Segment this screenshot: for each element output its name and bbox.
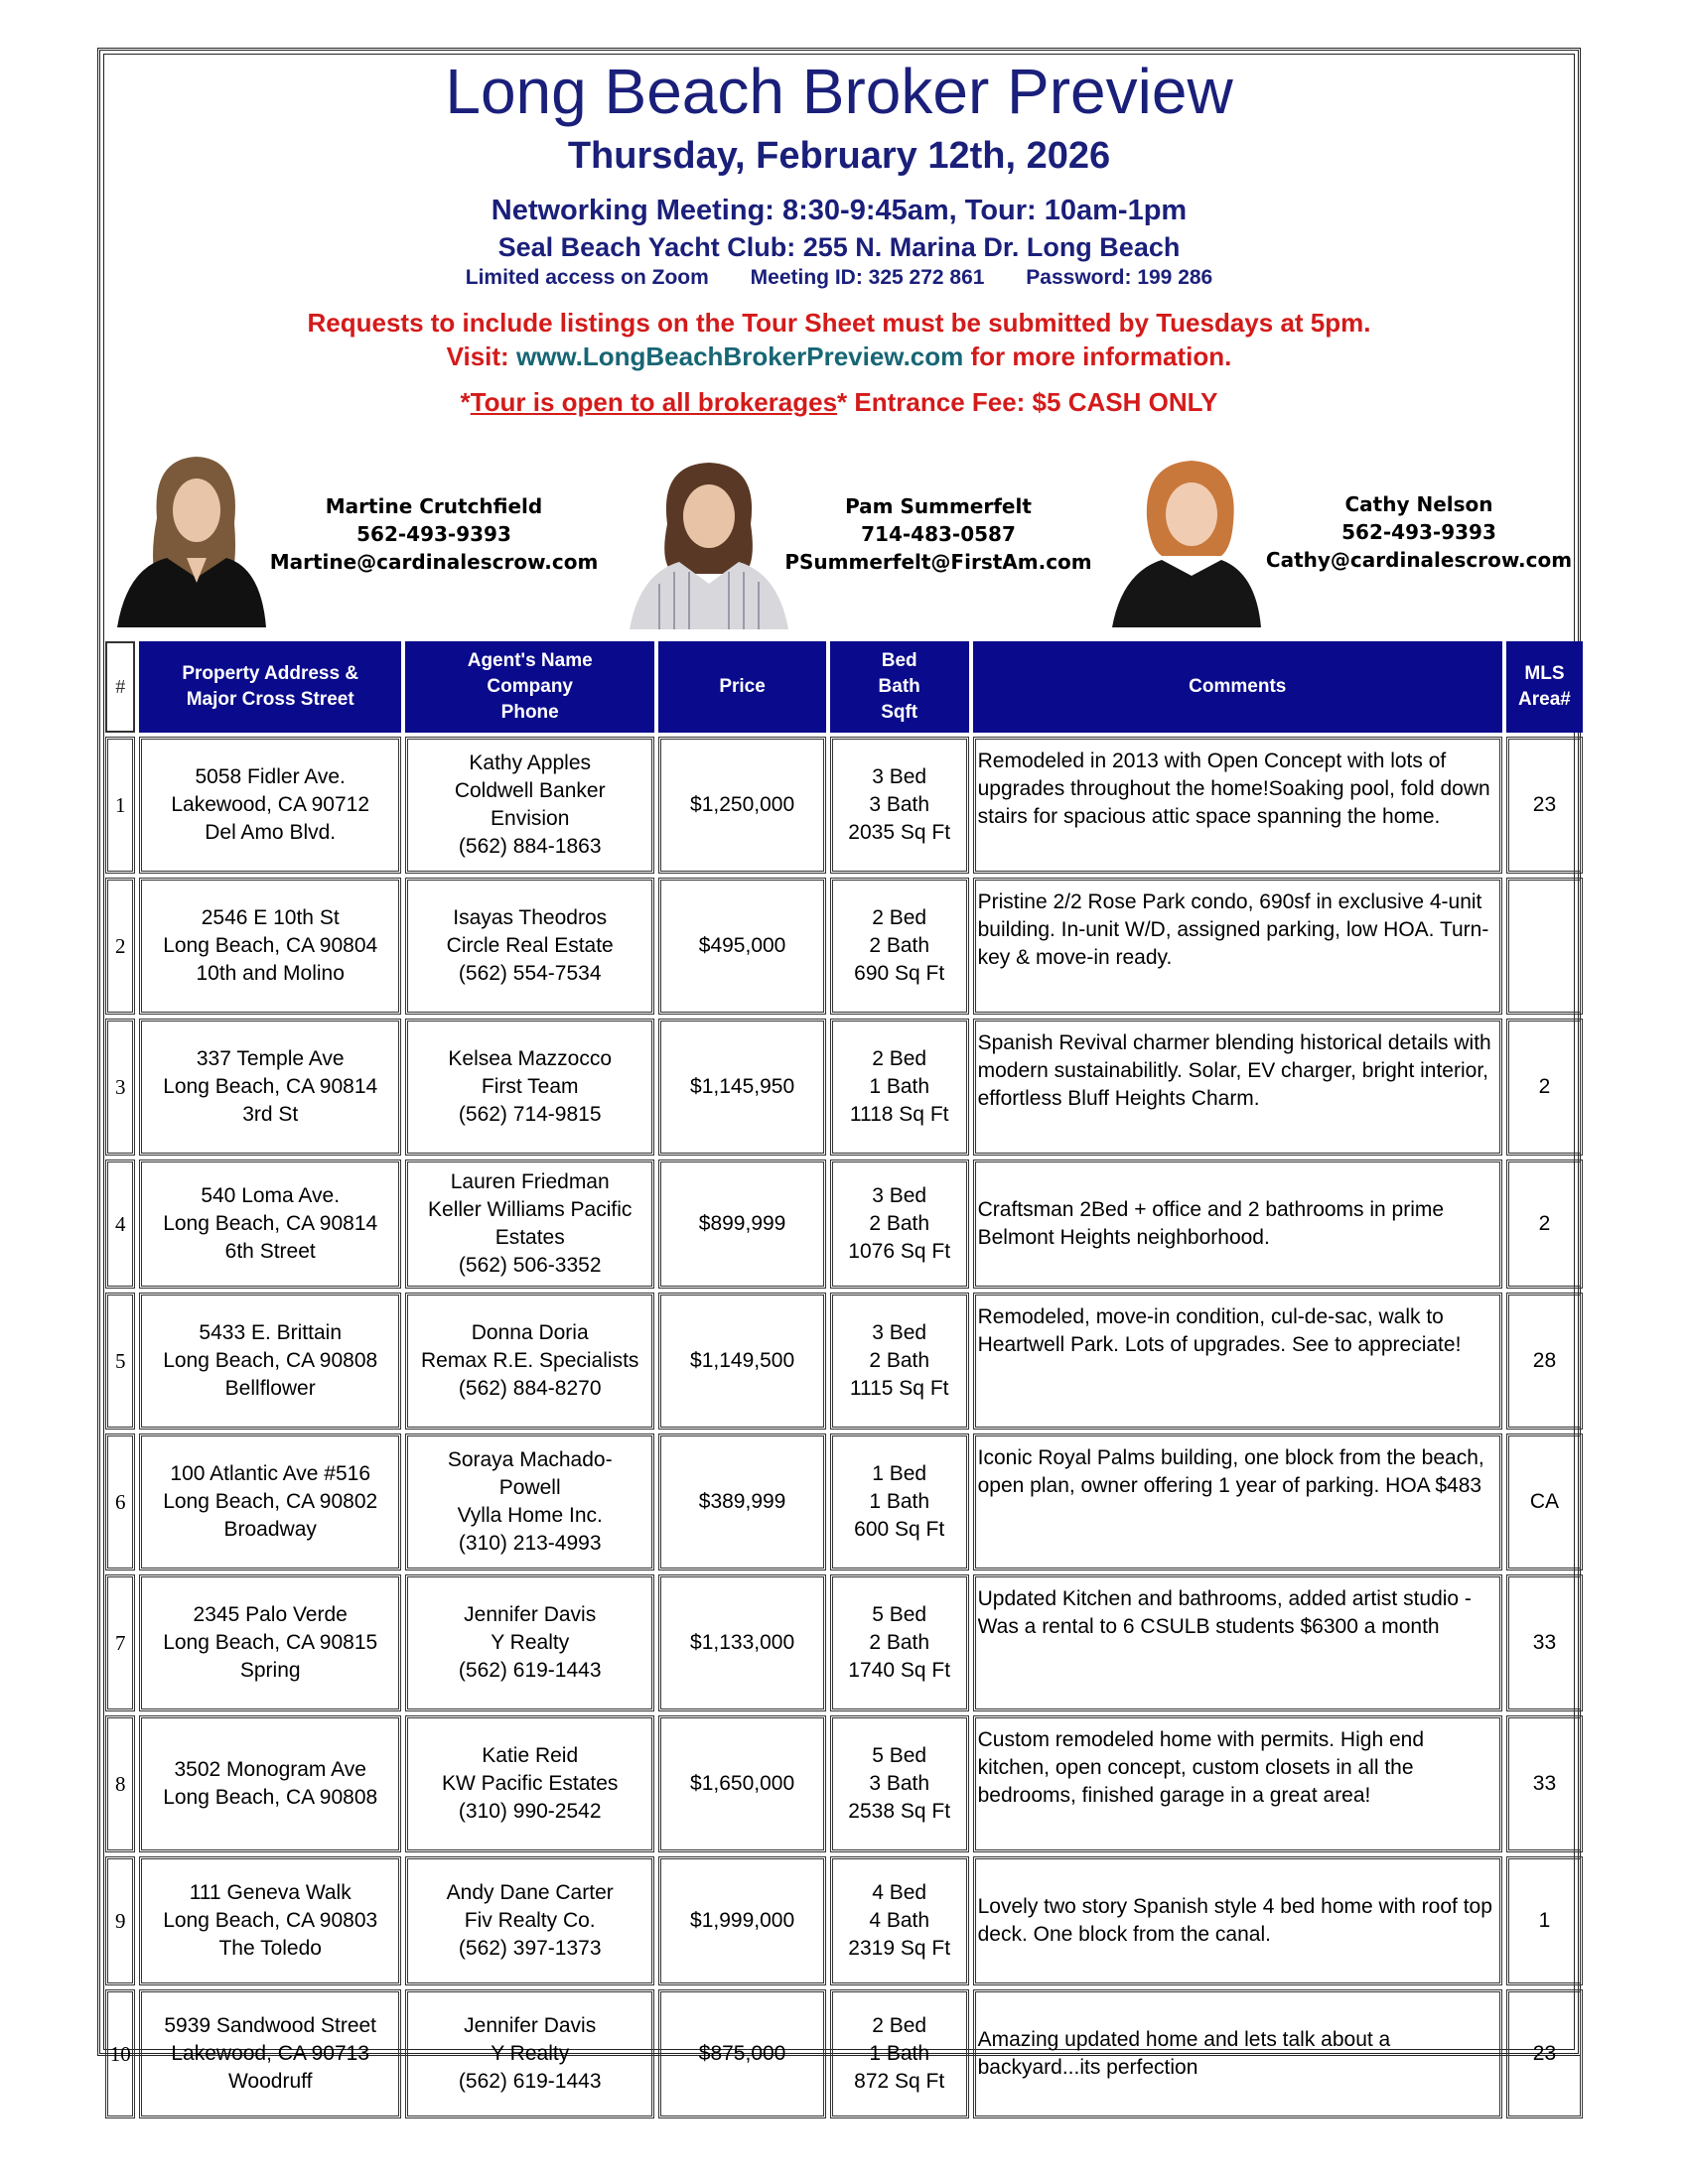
agent-contact-2 <box>774 492 1102 576</box>
agent-line: Circle Real Estate <box>446 934 614 957</box>
header-agent-line: Phone <box>500 702 559 723</box>
listing-comments: Updated Kitchen and bathrooms, added artist studio - Was a rental to 6 CSULB students $6300 a month <box>973 1574 1502 1711</box>
mls-area <box>1506 878 1583 1015</box>
zoom-access: Limited access on Zoom <box>465 266 709 289</box>
listing-comments: Amazing updated home and lets talk about a backyard...its perfection <box>973 1989 1502 2118</box>
mls-area: 23 <box>1506 1989 1583 2118</box>
table-row <box>105 1715 1583 1852</box>
table-row <box>105 1160 1583 1289</box>
agent-line: Donna Doria <box>471 1321 589 1344</box>
flyer-header <box>105 56 1573 419</box>
listing-price: $1,149,500 <box>658 1293 825 1430</box>
listing-comments: Custom remodeled home with permits. High end kitchen, open concept, custom closets in all the bedrooms, finished garage in a great area! <box>973 1715 1502 1852</box>
row-number: 9 <box>105 1856 135 1985</box>
bath-count: 4 Bath <box>869 1909 930 1932</box>
address-line: The Toledo <box>218 1937 322 1960</box>
row-number: 4 <box>105 1160 135 1289</box>
listing-comments: Lovely two story Spanish style 4 bed home with roof top deck. One block from the canal. <box>973 1856 1502 1985</box>
listing-comments: Pristine 2/2 Rose Park condo, 690sf in exclusive 4-unit building. In-unit W/D, assigned parking, low HOA. Turn-key & move-in ready. <box>973 878 1502 1015</box>
agent-line: Y Realty <box>491 2042 570 2065</box>
header-mls-line: Area# <box>1518 689 1571 710</box>
row-number: 5 <box>105 1293 135 1430</box>
property-address <box>139 1715 401 1852</box>
listing-comments: Remodeled in 2013 with Open Concept with lots of upgrades throughout the home!Soaking pool, fold down stairs for spacious attic space spanning the home. <box>973 737 1502 874</box>
listing-price: $875,000 <box>658 1989 825 2118</box>
sqft: 2538 Sq Ft <box>848 1800 951 1823</box>
agent-line: (562) 397-1373 <box>458 1937 602 1960</box>
table-row <box>105 878 1583 1015</box>
bed-count: 3 Bed <box>872 1321 927 1344</box>
mls-area: 1 <box>1506 1856 1583 1985</box>
bed-count: 5 Bed <box>872 1603 927 1626</box>
property-address <box>139 1433 401 1570</box>
event-date: Thursday, February 12th, 2026 <box>567 135 1111 177</box>
agent-info <box>405 878 654 1015</box>
mls-area: 2 <box>1506 1160 1583 1289</box>
agent-contact-3 <box>1261 490 1577 574</box>
table-header-row <box>105 641 1583 733</box>
bed-count: 4 Bed <box>872 1881 927 1904</box>
header-bbs-line: Bath <box>878 676 920 697</box>
header-price: Price <box>658 641 825 733</box>
header-mls-line: MLS <box>1524 663 1565 684</box>
agent-line: (562) 714-9815 <box>458 1103 602 1126</box>
table-row <box>105 737 1583 874</box>
property-address <box>139 1160 401 1289</box>
address-line: Long Beach, CA 90808 <box>163 1786 378 1809</box>
bed-bath-sqft <box>830 1715 969 1852</box>
mls-area: 2 <box>1506 1019 1583 1156</box>
agent-line: KW Pacific Estates <box>442 1772 619 1795</box>
agent-line: Lauren Friedman <box>450 1170 610 1193</box>
agent-info <box>405 1293 654 1430</box>
address-line: 2546 E 10th St <box>201 906 340 929</box>
agent-name: Cathy Nelson <box>1344 492 1493 516</box>
bath-count: 3 Bath <box>869 1772 930 1795</box>
visit-prefix: Visit: <box>446 341 516 371</box>
bed-bath-sqft <box>830 1856 969 1985</box>
agent-line: (562) 619-1443 <box>458 2070 602 2093</box>
agent-info <box>405 1574 654 1711</box>
property-address <box>139 1019 401 1156</box>
agent-photo-3 <box>1112 449 1261 627</box>
bed-bath-sqft <box>830 878 969 1015</box>
listing-price: $1,999,000 <box>658 1856 825 1985</box>
address-line: 337 Temple Ave <box>196 1047 345 1070</box>
networking-times: Networking Meeting: 8:30-9:45am, Tour: 10am-1pm <box>491 195 1188 226</box>
bed-bath-sqft <box>830 737 969 874</box>
agent-info <box>405 1160 654 1289</box>
address-line: Lakewood, CA 90713 <box>171 2042 370 2065</box>
listing-comments: Iconic Royal Palms building, one block from the beach, open plan, owner offering 1 year of parking. HOA $483 <box>973 1433 1502 1570</box>
mls-area: 28 <box>1506 1293 1583 1430</box>
mls-area: 33 <box>1506 1574 1583 1711</box>
listings-table <box>101 637 1587 2122</box>
bed-count: 1 Bed <box>872 1462 927 1485</box>
agent-line: Powell <box>498 1476 561 1499</box>
address-line: 3502 Monogram Ave <box>174 1758 366 1781</box>
bed-count: 3 Bed <box>872 1184 927 1207</box>
agent-photo-2 <box>620 455 794 629</box>
agent-line: Kathy Apples <box>469 751 591 774</box>
bed-bath-sqft <box>830 1019 969 1156</box>
bed-count: 3 Bed <box>872 765 927 788</box>
property-address <box>139 1856 401 1985</box>
address-line: Del Amo Blvd. <box>205 821 337 844</box>
mls-area: 33 <box>1506 1715 1583 1852</box>
address-line: 6th Street <box>224 1240 316 1263</box>
agent-info <box>405 737 654 874</box>
agent-name: Pam Summerfelt <box>845 494 1032 518</box>
bed-bath-sqft <box>830 1160 969 1289</box>
requests-notice: Requests to include listings on the Tour Sheet must be submitted by Tuesdays at 5pm. <box>307 308 1371 338</box>
tour-open-text: Tour is open to all brokerages <box>470 387 838 417</box>
bath-count: 1 Bath <box>869 1490 930 1513</box>
agent-line: Isayas Theodros <box>453 906 608 929</box>
agent-line: First Team <box>481 1075 579 1098</box>
address-line: 100 Atlantic Ave #516 <box>170 1462 371 1485</box>
row-number: 10 <box>105 1989 135 2118</box>
mls-area: 23 <box>1506 737 1583 874</box>
agent-line: Andy Dane Carter <box>446 1881 614 1904</box>
bath-count: 2 Bath <box>869 1631 930 1654</box>
agent-line: (310) 213-4993 <box>458 1532 602 1555</box>
listing-price: $389,999 <box>658 1433 825 1570</box>
address-line: Long Beach, CA 90808 <box>163 1349 378 1372</box>
header-comments: Comments <box>973 641 1502 733</box>
header-mls <box>1506 641 1583 733</box>
header-agent-line: Agent's Name <box>467 650 593 671</box>
address-line: 10th and Molino <box>196 962 345 985</box>
header-bbs-line: Bed <box>881 650 917 671</box>
sqft: 690 Sq Ft <box>854 962 945 985</box>
bed-bath-sqft <box>830 1293 969 1430</box>
listing-price: $1,133,000 <box>658 1574 825 1711</box>
sqft: 2319 Sq Ft <box>848 1937 951 1960</box>
bed-bath-sqft <box>830 1989 969 2118</box>
listing-price: $1,250,000 <box>658 737 825 874</box>
agent-line: Estates <box>494 1226 565 1249</box>
header-bed-bath-sqft <box>830 641 969 733</box>
row-number: 6 <box>105 1433 135 1570</box>
bath-count: 2 Bath <box>869 1349 930 1372</box>
bath-count: 1 Bath <box>869 2042 930 2065</box>
agent-line: Y Realty <box>491 1631 570 1654</box>
sqft: 872 Sq Ft <box>854 2070 945 2093</box>
address-line: Bellflower <box>224 1377 316 1400</box>
address-line: Long Beach, CA 90803 <box>163 1909 378 1932</box>
sqft: 1740 Sq Ft <box>848 1659 951 1682</box>
row-number: 8 <box>105 1715 135 1852</box>
bath-count: 1 Bath <box>869 1075 930 1098</box>
header-address-line: Major Cross Street <box>186 689 354 710</box>
sqft: 1115 Sq Ft <box>849 1377 949 1400</box>
bath-count: 3 Bath <box>869 793 930 816</box>
sqft: 2035 Sq Ft <box>848 821 951 844</box>
bed-count: 2 Bed <box>872 2014 927 2037</box>
tour-suffix: * Entrance Fee: $5 CASH ONLY <box>837 387 1218 417</box>
header-address <box>139 641 401 733</box>
listing-comments: Spanish Revival charmer blending historical details with modern sustainabilitly. Solar, EV charger, bright interior, effortless Bluff Heights Charm. <box>973 1019 1502 1156</box>
listing-price: $1,650,000 <box>658 1715 825 1852</box>
sqft: 1118 Sq Ft <box>849 1103 949 1126</box>
bed-count: 2 Bed <box>872 1047 927 1070</box>
visit-line <box>105 340 1573 373</box>
row-number: 1 <box>105 737 135 874</box>
zoom-meeting-id: Meeting ID: 325 272 861 <box>750 266 985 289</box>
bed-count: 2 Bed <box>872 906 927 929</box>
listing-price: $899,999 <box>658 1160 825 1289</box>
bed-count: 5 Bed <box>872 1744 927 1767</box>
address-line: 5939 Sandwood Street <box>164 2014 377 2037</box>
property-address <box>139 878 401 1015</box>
agent-line: Remax R.E. Specialists <box>421 1349 639 1372</box>
visit-suffix: for more information. <box>963 341 1232 371</box>
agent-email[interactable]: Cathy@cardinalescrow.com <box>1265 548 1573 572</box>
agent-email[interactable]: PSummerfelt@FirstAm.com <box>784 550 1092 574</box>
sqft: 600 Sq Ft <box>854 1518 945 1541</box>
zoom-info <box>105 264 1573 292</box>
property-address <box>139 1574 401 1711</box>
bath-count: 2 Bath <box>869 1212 930 1235</box>
agent-line: (310) 990-2542 <box>458 1800 602 1823</box>
listing-price: $1,145,950 <box>658 1019 825 1156</box>
agent-line: (562) 884-1863 <box>458 835 602 858</box>
address-line: 5433 E. Brittain <box>199 1321 342 1344</box>
header-agent <box>405 641 654 733</box>
row-number: 7 <box>105 1574 135 1711</box>
agent-line: (562) 506-3352 <box>458 1254 602 1277</box>
address-line: Woodruff <box>227 2070 313 2093</box>
agent-info <box>405 1019 654 1156</box>
agent-line: Envision <box>491 807 570 830</box>
listing-comments: Remodeled, move-in condition, cul-de-sac, walk to Heartwell Park. Lots of upgrades. See to appreciate! <box>973 1293 1502 1430</box>
sqft: 1076 Sq Ft <box>848 1240 951 1263</box>
header-bbs-line: Sqft <box>881 702 918 723</box>
address-line: Long Beach, CA 90814 <box>163 1075 378 1098</box>
agent-line: Soraya Machado- <box>447 1448 613 1471</box>
agent-phone: 562-493-9393 <box>1341 520 1496 544</box>
agent-phone: 714-483-0587 <box>861 522 1016 546</box>
agent-line: Fiv Realty Co. <box>464 1909 596 1932</box>
property-address <box>139 1293 401 1430</box>
address-line: Lakewood, CA 90712 <box>171 793 370 816</box>
agent-line: Keller Williams Pacific <box>428 1198 633 1221</box>
address-line: 3rd St <box>242 1103 299 1126</box>
address-line: 111 Geneva Walk <box>189 1881 352 1904</box>
agent-info <box>405 1989 654 2118</box>
agent-line: Katie Reid <box>482 1744 579 1767</box>
address-line: 2345 Palo Verde <box>193 1603 348 1626</box>
agent-photo-1 <box>117 449 266 627</box>
page-title: Long Beach Broker Preview <box>445 56 1233 127</box>
header-address-line: Property Address & <box>182 663 359 684</box>
agent-email[interactable]: Martine@cardinalescrow.com <box>269 550 599 574</box>
agent-line: Vylla Home Inc. <box>457 1504 603 1527</box>
address-line: 540 Loma Ave. <box>201 1184 341 1207</box>
website-link[interactable]: www.LongBeachBrokerPreview.com <box>515 341 964 371</box>
address-line: Broadway <box>223 1518 317 1541</box>
property-address <box>139 737 401 874</box>
event-location: Seal Beach Yacht Club: 255 N. Marina Dr. Long Beach <box>497 232 1181 262</box>
bed-bath-sqft <box>830 1433 969 1570</box>
agent-line: Jennifer Davis <box>464 1603 597 1626</box>
tour-notice <box>105 385 1573 419</box>
header-num: # <box>105 641 135 733</box>
agent-phone: 562-493-9393 <box>356 522 511 546</box>
table-row <box>105 1989 1583 2118</box>
address-line: Long Beach, CA 90815 <box>163 1631 378 1654</box>
property-address <box>139 1989 401 2118</box>
bath-count: 2 Bath <box>869 934 930 957</box>
agent-info <box>405 1856 654 1985</box>
bed-bath-sqft <box>830 1574 969 1711</box>
header-agent-line: Company <box>487 676 573 697</box>
agent-info <box>405 1433 654 1570</box>
zoom-password: Password: 199 286 <box>1026 266 1213 289</box>
agent-info <box>405 1715 654 1852</box>
table-row <box>105 1856 1583 1985</box>
table-row <box>105 1019 1583 1156</box>
agent-contact-1 <box>260 492 608 576</box>
agent-line: Kelsea Mazzocco <box>448 1047 612 1070</box>
address-line: Long Beach, CA 90802 <box>163 1490 378 1513</box>
agent-line: Coldwell Banker <box>454 779 606 802</box>
table-row <box>105 1293 1583 1430</box>
mls-area: CA <box>1506 1433 1583 1570</box>
agent-line: (562) 554-7534 <box>458 962 602 985</box>
row-number: 3 <box>105 1019 135 1156</box>
agent-name: Martine Crutchfield <box>325 494 543 518</box>
row-number: 2 <box>105 878 135 1015</box>
agent-line: (562) 884-8270 <box>458 1377 602 1400</box>
listing-comments: Craftsman 2Bed + office and 2 bathrooms in prime Belmont Heights neighborhood. <box>973 1160 1502 1289</box>
agent-line: Jennifer Davis <box>464 2014 597 2037</box>
address-line: Long Beach, CA 90804 <box>163 934 378 957</box>
agent-line: (562) 619-1443 <box>458 1659 602 1682</box>
tour-prefix: * <box>460 387 471 417</box>
address-line: Spring <box>239 1659 301 1682</box>
table-row <box>105 1574 1583 1711</box>
address-line: 5058 Fidler Ave. <box>195 765 346 788</box>
address-line: Long Beach, CA 90814 <box>163 1212 378 1235</box>
listing-price: $495,000 <box>658 878 825 1015</box>
table-row <box>105 1433 1583 1570</box>
